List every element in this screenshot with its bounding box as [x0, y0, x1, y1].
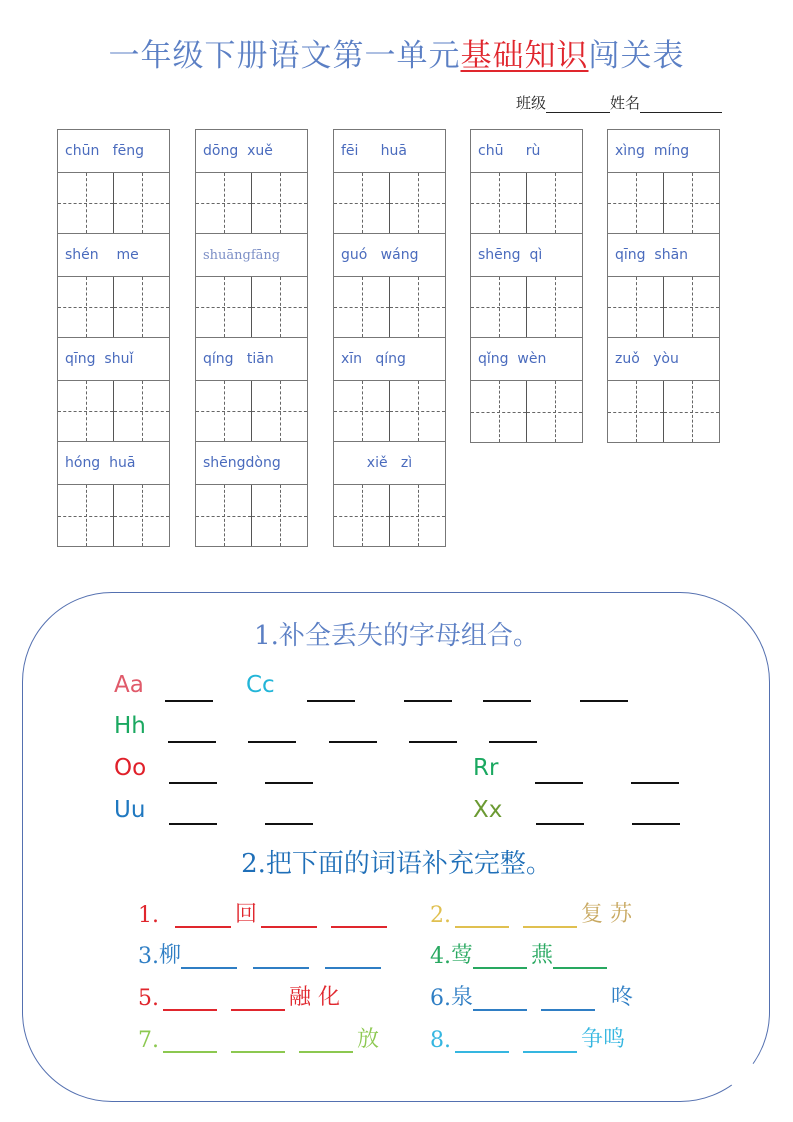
tian-cell[interactable] [334, 173, 390, 233]
blank-line[interactable] [231, 1029, 285, 1053]
pinyin-card [333, 129, 446, 547]
writing-grid[interactable] [608, 277, 719, 338]
tian-cell[interactable] [471, 381, 527, 442]
pinyin-label: chūn fēng [58, 130, 169, 173]
tian-cell[interactable] [252, 173, 307, 233]
letter-hh: Hh [114, 713, 146, 739]
name-field[interactable] [640, 96, 722, 113]
blank-line[interactable] [181, 945, 237, 969]
blank-line[interactable] [231, 987, 285, 1011]
tian-cell[interactable] [390, 277, 445, 337]
blank-line[interactable] [163, 987, 217, 1011]
tian-cell[interactable] [334, 277, 390, 337]
pinyin-label: xìng míng [608, 130, 719, 173]
letter-aa: Aa [114, 672, 144, 698]
blank-line[interactable] [631, 782, 679, 784]
pinyin-label: chū rù [471, 130, 582, 173]
pinyin-card [470, 129, 583, 443]
tian-cell[interactable] [608, 277, 664, 337]
tian-cell[interactable] [252, 381, 307, 441]
pinyin-label: shēngdòng [196, 442, 307, 485]
item-char: 泉 [451, 985, 474, 1010]
tian-cell[interactable] [334, 381, 390, 441]
pinyin-label: xīn qíng [334, 338, 445, 381]
pinyin-label: qíng tiān [196, 338, 307, 381]
blank-line[interactable] [455, 1029, 509, 1053]
blank-line[interactable] [455, 904, 509, 928]
blank-line[interactable] [580, 700, 628, 702]
blank-line[interactable] [553, 945, 607, 969]
tian-cell[interactable] [114, 485, 169, 546]
blank-line[interactable] [404, 700, 452, 702]
item-char: 柳 [159, 943, 182, 968]
word-item-5 [138, 980, 340, 1011]
pinyin-card [195, 129, 308, 547]
tian-cell[interactable] [114, 381, 169, 441]
writing-grid[interactable] [196, 277, 307, 338]
writing-grid[interactable] [58, 277, 169, 338]
item-number: 5. [138, 986, 159, 1011]
blank-line[interactable] [175, 904, 231, 928]
pinyin-label: qīng shuǐ [58, 338, 169, 381]
tian-cell[interactable] [196, 173, 252, 233]
blank-line[interactable] [163, 1029, 217, 1053]
blank-line[interactable] [169, 823, 217, 825]
pinyin-label: fēi huā [334, 130, 445, 173]
tian-cell[interactable] [527, 277, 582, 337]
item-char: 融 化 [289, 985, 340, 1010]
title-suffix: 闯关表 [588, 38, 685, 74]
pinyin-label: qǐng wèn [471, 338, 582, 381]
writing-grid[interactable] [334, 173, 445, 234]
tian-cell[interactable] [58, 485, 114, 546]
class-label: 班级 [516, 94, 547, 112]
tian-cell[interactable] [471, 277, 527, 337]
blank-line[interactable] [409, 741, 457, 743]
blank-line[interactable] [523, 904, 577, 928]
pinyin-label: qīng shān [608, 234, 719, 277]
tian-cell[interactable] [390, 173, 445, 233]
name-label: 姓名 [610, 94, 641, 112]
tian-cell[interactable] [334, 485, 390, 546]
blank-line[interactable] [307, 700, 355, 702]
word-item-7 [138, 1022, 379, 1053]
writing-grid[interactable] [196, 381, 307, 442]
item-char: 咚 [611, 985, 634, 1010]
tian-cell[interactable] [58, 381, 114, 441]
blank-line[interactable] [632, 823, 680, 825]
item-char: 放 [357, 1027, 380, 1052]
word-item-8 [430, 1022, 625, 1053]
tian-cell[interactable] [527, 173, 582, 233]
tian-cell[interactable] [196, 485, 252, 546]
blank-line[interactable] [299, 1029, 353, 1053]
class-field[interactable] [546, 96, 610, 113]
pinyin-label: guó wáng [334, 234, 445, 277]
writing-grid[interactable] [471, 277, 582, 338]
letter-cc: Cc [246, 672, 275, 698]
tian-cell[interactable] [252, 277, 307, 337]
pinyin-label: hóng huā [58, 442, 169, 485]
writing-grid[interactable] [196, 173, 307, 234]
writing-grid[interactable] [608, 381, 719, 442]
writing-grid[interactable] [196, 485, 307, 546]
tian-cell[interactable] [527, 381, 582, 442]
item-number: 3. [138, 944, 159, 969]
tian-cell[interactable] [390, 381, 445, 441]
section2-title [0, 843, 793, 880]
tian-cell[interactable] [196, 277, 252, 337]
pinyin-card [607, 129, 720, 443]
tian-cell[interactable] [58, 277, 114, 337]
blank-line[interactable] [253, 945, 309, 969]
tian-cell[interactable] [608, 173, 664, 233]
pinyin-label: zuǒ yòu [608, 338, 719, 381]
writing-grid[interactable] [58, 173, 169, 234]
tian-cell[interactable] [114, 173, 169, 233]
item-number: 1. [138, 903, 159, 928]
student-info [516, 92, 722, 113]
word-item-1 [138, 897, 391, 928]
word-item-4 [430, 938, 611, 969]
blank-line[interactable] [329, 741, 377, 743]
tian-cell[interactable] [196, 381, 252, 441]
item-number: 7. [138, 1028, 159, 1053]
blank-line[interactable] [325, 945, 381, 969]
letter-xx: Xx [473, 797, 503, 823]
section2-number: 2. [241, 849, 266, 879]
blank-line[interactable] [261, 904, 317, 928]
item-char: 争鸣 [581, 1027, 626, 1052]
item-number: 2. [430, 903, 451, 928]
blank-line[interactable] [536, 823, 584, 825]
blank-line[interactable] [541, 987, 595, 1011]
tian-cell[interactable] [58, 173, 114, 233]
letter-oo: Oo [114, 755, 147, 781]
word-item-2 [430, 897, 632, 928]
tian-cell[interactable] [664, 381, 719, 442]
blank-line[interactable] [168, 741, 216, 743]
word-item-6 [430, 980, 633, 1011]
blank-line[interactable] [473, 945, 527, 969]
word-item-3 [138, 938, 385, 969]
writing-grid[interactable] [58, 381, 169, 442]
blank-line[interactable] [523, 1029, 577, 1053]
tian-cell[interactable] [664, 277, 719, 337]
tian-cell[interactable] [471, 173, 527, 233]
blank-line[interactable] [535, 782, 583, 784]
title-prefix: 一年级下册语文第一单元 [108, 38, 461, 74]
pinyin-label: dōng xuě [196, 130, 307, 173]
section1-title: 1.补全丢失的字母组合。 [254, 621, 539, 651]
blank-line[interactable] [331, 904, 387, 928]
pinyin-card [57, 129, 170, 547]
blank-line[interactable] [265, 823, 313, 825]
tian-cell[interactable] [114, 277, 169, 337]
item-char: 回 [235, 902, 258, 927]
pinyin-label: shēng qì [471, 234, 582, 277]
item-char: 燕 [531, 943, 554, 968]
item-number: 6. [430, 986, 451, 1011]
blank-line[interactable] [489, 741, 537, 743]
writing-grid[interactable] [58, 485, 169, 546]
pinyin-label: xiě zì [334, 442, 445, 485]
pinyin-label: shuāngfāng [196, 234, 307, 277]
writing-grid[interactable] [471, 381, 582, 442]
blank-line[interactable] [169, 782, 217, 784]
writing-grid[interactable] [334, 277, 445, 338]
title-highlight: 基础知识 [460, 38, 589, 74]
letter-uu: Uu [114, 797, 146, 823]
blank-line[interactable] [483, 700, 531, 702]
item-char: 莺 [451, 943, 474, 968]
tian-cell[interactable] [390, 485, 445, 546]
writing-grid[interactable] [608, 173, 719, 234]
tian-cell[interactable] [664, 173, 719, 233]
item-char: 复 苏 [581, 902, 632, 927]
writing-grid[interactable] [334, 381, 445, 442]
blank-line[interactable] [248, 741, 296, 743]
tian-cell[interactable] [252, 485, 307, 546]
letter-rr: Rr [473, 755, 499, 781]
blank-line[interactable] [165, 700, 213, 702]
tian-cell[interactable] [608, 381, 664, 442]
writing-grid[interactable] [334, 485, 445, 546]
writing-grid[interactable] [471, 173, 582, 234]
item-number: 8. [430, 1028, 451, 1053]
page-title [0, 30, 793, 75]
pinyin-label: shén me [58, 234, 169, 277]
blank-line[interactable] [473, 987, 527, 1011]
item-number: 4. [430, 944, 451, 969]
section2-text: 把下面的词语补充完整。 [265, 849, 552, 879]
blank-line[interactable] [265, 782, 313, 784]
